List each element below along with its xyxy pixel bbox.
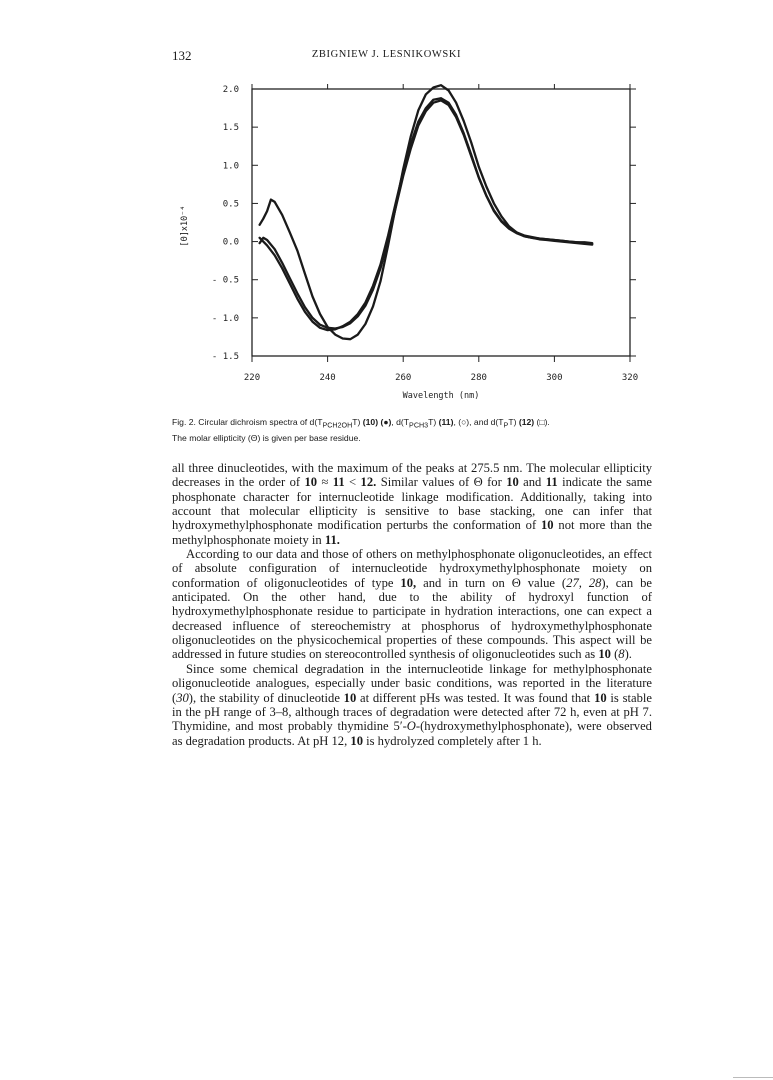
- y-tick-label: 0.0: [222, 237, 239, 248]
- caption-line-1: [172, 416, 652, 432]
- x-tick-label: 260: [395, 373, 412, 383]
- spectra-curves: [260, 85, 593, 339]
- compound-ref: 12.: [360, 475, 377, 490]
- axis-tick-labels: [212, 85, 638, 383]
- text-run: not more than the methylphosphonate moiety in: [172, 518, 652, 547]
- text-run: ≈: [317, 475, 333, 490]
- y-tick-label: 1.0: [222, 161, 239, 172]
- caption-text: T): [352, 417, 363, 427]
- paragraph-3: [172, 662, 652, 748]
- x-axis-label: Wavelength (nm): [402, 391, 480, 401]
- text-run: Since some chemical degradation in the internucleotide linkage for methylphosphonate oligonucleotide analogues, especially under basic conditions, was reported in the literature (: [172, 661, 652, 705]
- y-tick-label: - 1.5: [211, 352, 239, 362]
- x-tick-label: 320: [621, 373, 639, 383]
- paragraph-2: [172, 547, 652, 662]
- caption-text: , (○), and d(T: [453, 417, 504, 427]
- italic-text: O: [406, 719, 416, 734]
- text-run: According to our data and those of others on methylphosphonate oligonucleotides, an effect of absolute configuration of internucleotide hydroxymethylphosphonate moiety on conformation of oligonucleotides of type: [172, 547, 652, 590]
- citation: 8: [618, 647, 625, 662]
- compound-ref: 11: [545, 475, 558, 490]
- caption-text: Circular dichroism spectra of d(T: [195, 417, 323, 427]
- caption-text: T): [428, 417, 439, 427]
- compound-ref: 11.: [324, 532, 340, 547]
- scan-edge-mark: [733, 1077, 773, 1078]
- compound-ref: 10: [598, 647, 611, 662]
- compound-ref: 10: [506, 475, 519, 490]
- y-tick-label: 0.5: [222, 199, 239, 210]
- caption-compound: (11): [438, 417, 454, 427]
- text-run: is hydrolyzed completely after 1 h.: [362, 733, 542, 748]
- y-tick-label: - 0.5: [211, 275, 239, 286]
- compound-ref: 10: [350, 733, 363, 748]
- compound-ref: 10: [541, 518, 554, 533]
- x-tick-label: 240: [319, 373, 336, 383]
- citation: 27, 28: [566, 575, 602, 590]
- text-run: ).: [624, 647, 632, 662]
- compound-ref: 10: [304, 475, 318, 490]
- citation: 30: [176, 690, 189, 705]
- caption-line-2: The molar ellipticity (Θ) is given per base residue.: [172, 432, 361, 443]
- y-tick-label: - 1.0: [211, 313, 239, 324]
- text-run: -(hydroxymethylphosphonate), were observed as degradation products. At pH 12,: [172, 719, 652, 748]
- running-head: ZBIGNIEW J. LESNIKOWSKI: [311, 49, 462, 60]
- compound-ref: 10,: [400, 575, 417, 590]
- caption-compound: (12): [518, 417, 535, 427]
- text-run: (: [610, 647, 619, 662]
- x-tick-label: 220: [243, 373, 261, 383]
- figure-caption: [172, 416, 652, 444]
- compound-ref: 11: [332, 475, 345, 490]
- caption-subscript: PCH2OH: [322, 421, 353, 430]
- x-tick-label: 280: [470, 373, 487, 383]
- text-run: <: [344, 475, 361, 490]
- spectrum-line-1: [260, 85, 593, 339]
- text-run: ), can be anticipated. On the other hand, due to the ability of hydroxyl function of hydroxymethylphosphonate residue to participate in hydration interactions, one can expect a decreased influence of stereochemistry at phosphorus of hydroxymethylphosphonate oligonucleotides on the physicochemical properties of these compounds. This aspect will be addressed in future studies on stereocontrolled synthesis of oligonucleotides such as: [172, 575, 652, 662]
- paragraph-1: [172, 461, 652, 547]
- caption-compound: (10) (●): [362, 417, 392, 427]
- caption-subscript: PCH3: [409, 421, 429, 430]
- text-run: and in turn on Θ value (: [416, 575, 567, 590]
- y-axis-label: [Θ]x10⁻⁴: [180, 205, 190, 247]
- caption-text: , d(T: [391, 417, 410, 427]
- text-run: at different pHs was tested. It was found that: [356, 690, 595, 705]
- y-tick-label: 2.0: [222, 85, 239, 95]
- text-run: is stable in the pH range of 3–8, although traces of degradation were detected after 72 h, even at pH 7. Thymidine, and most probably thymidine 5′-: [172, 690, 652, 734]
- text-run: indicate the same phosphonate character for internucleotide linkage modification. Additionally, taking into account that molecular ellipticity is sensitive to base stacking, one can infer that hydroxymethylphosphonate modification perturbs the conformation of: [172, 475, 652, 533]
- caption-text: (□).: [534, 417, 550, 427]
- caption-subscript: P: [503, 421, 509, 430]
- x-tick-label: 300: [546, 373, 563, 383]
- compound-ref: 10: [594, 690, 607, 705]
- spectrum-line-3: [260, 100, 593, 328]
- cd-spectra-chart: [0, 0, 773, 410]
- caption-label: Fig. 2.: [172, 417, 196, 427]
- text-run: and: [518, 475, 546, 490]
- spectrum-line-2: [260, 98, 593, 330]
- axis-ticks: [252, 84, 636, 362]
- compound-ref: 10: [343, 690, 357, 705]
- body-text: [172, 461, 652, 748]
- y-tick-label: 1.5: [222, 123, 239, 134]
- page-number: 132: [172, 48, 192, 63]
- caption-text: T): [508, 417, 519, 427]
- text-run: ), the stability of dinucleotide: [188, 690, 344, 705]
- text-run: all three dinucleotides, with the maximum of the peaks at 275.5 nm. The molecular ellipticity decreases in the order of: [172, 461, 652, 490]
- text-run: Similar values of Θ for: [376, 475, 507, 490]
